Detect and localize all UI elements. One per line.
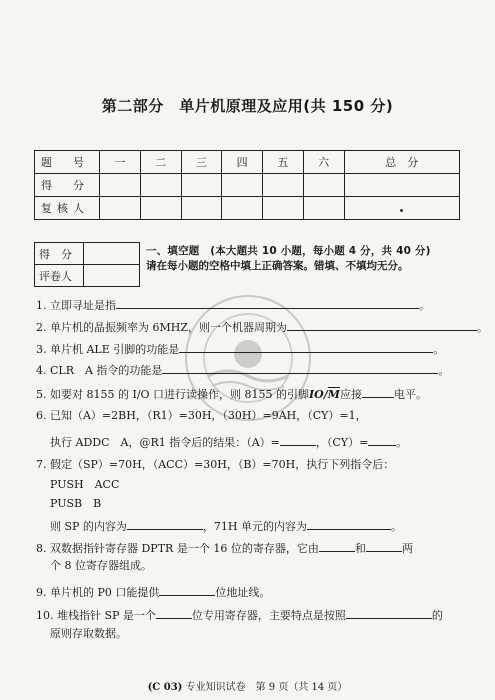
table-cell: 四 (222, 151, 263, 174)
table-cell: 一 (100, 151, 141, 174)
answer-blank[interactable] (346, 606, 432, 619)
score-table (34, 150, 460, 220)
grader-score-input[interactable] (84, 243, 140, 265)
answer-blank[interactable] (116, 296, 419, 309)
question-text: 位地址线。 (215, 586, 271, 599)
grader-reviewer-label: 评卷人 (35, 265, 84, 287)
question-8-line2: 个 8 位寄存器组成。 (50, 559, 152, 572)
question-6-line2 (50, 433, 407, 450)
question-text: 执行 ADDC A，@R1 指令后的结果：（A）= (50, 436, 280, 449)
table-cell: 得 分 (35, 174, 100, 197)
question-text: 4. CLR A 指令的功能是 (36, 364, 163, 377)
answer-blank[interactable] (280, 433, 316, 446)
page-title: 第二部分 单片机原理及应用(共 150 分) (101, 97, 394, 115)
question-4 (36, 361, 449, 378)
score-input-cell[interactable] (303, 174, 344, 197)
answer-blank[interactable] (162, 361, 438, 374)
score-input-cell[interactable] (140, 174, 181, 197)
question-text: 9. 单片机的 P0 口能提供 (36, 586, 160, 599)
table-cell: 三 (181, 151, 222, 174)
answer-blank[interactable] (287, 318, 477, 331)
reviewer-input-cell[interactable] (344, 197, 460, 220)
question-7-code-2: PUSB B (50, 497, 102, 510)
question-text: 2. 单片机的晶振频率为 6MHZ，则一个机器周期为 (36, 321, 287, 334)
score-input-cell[interactable] (100, 174, 141, 197)
section-title: 一、填空题 (本大题共 10 小题，每小题 4 分，共 40 分) (146, 245, 431, 257)
score-table-row-header (35, 151, 460, 174)
question-7 (36, 458, 394, 472)
question-10 (36, 606, 443, 623)
reviewer-input-cell[interactable] (263, 197, 304, 220)
question-text: 。 (477, 321, 488, 334)
question-text: 5. 如要对 8155 的 I/O 口进行读操作，则 8155 的引脚 (36, 388, 310, 401)
question-8 (36, 539, 413, 556)
answer-blank[interactable] (307, 517, 391, 530)
question-text: 3. 单片机 ALE 引脚的功能是 (36, 343, 180, 356)
grader-score-label: 得 分 (35, 243, 84, 265)
score-input-cell[interactable] (222, 174, 263, 197)
score-table-row-score (35, 174, 460, 197)
score-input-cell[interactable] (181, 174, 222, 197)
table-cell: 二 (140, 151, 181, 174)
question-text: 。 (396, 436, 408, 449)
pin-label (309, 388, 340, 401)
pin-io: IO/ (309, 388, 328, 401)
section-instruction: 请在每小题的空格中填上正确答案。错填、不填均无分。 (146, 260, 409, 272)
reviewer-input-cell[interactable] (222, 197, 263, 220)
table-cell: 六 (303, 151, 344, 174)
reviewer-input-cell[interactable] (181, 197, 222, 220)
score-input-cell[interactable] (263, 174, 304, 197)
question-1 (36, 296, 430, 313)
question-7-code-1: PUSH ACC (50, 478, 120, 491)
question-text: 1. 立即寻址是指 (36, 299, 116, 312)
table-cell: 五 (263, 151, 304, 174)
footer-code: (C 03) (147, 682, 183, 693)
grader-reviewer-input[interactable] (84, 265, 140, 287)
question-text: 和 (354, 542, 366, 555)
answer-blank[interactable] (362, 385, 394, 398)
question-text: 6. 已知（A）=2BH，（R1）=30H，（30H）=9AH，（CY）=1， (36, 409, 367, 422)
reviewer-input-cell[interactable] (100, 197, 141, 220)
pin-m: $\overline{M}$ (327, 388, 340, 401)
question-text: 。 (433, 343, 445, 356)
section-heading (146, 244, 466, 274)
question-9 (36, 583, 270, 600)
answer-blank[interactable] (366, 539, 402, 552)
reviewer-input-cell[interactable] (140, 197, 181, 220)
question-text: 则 SP 的内容为 (50, 520, 127, 533)
question-2 (36, 318, 488, 335)
page-footer (0, 678, 495, 693)
dot-mark (400, 209, 403, 212)
question-3 (36, 340, 444, 357)
footer-text: 专业知识试卷 第 9 页（共 14 页） (185, 682, 348, 693)
answer-blank[interactable] (127, 517, 203, 530)
question-text: ，（CY）= (315, 436, 369, 449)
answer-blank[interactable] (159, 583, 215, 596)
question-text: 。 (419, 299, 430, 312)
answer-blank[interactable] (319, 539, 355, 552)
question-text: 。 (438, 364, 450, 377)
question-text: ，71H 单元的内容为 (202, 520, 308, 533)
question-text: 。 (391, 520, 403, 533)
question-text: 电平。 (393, 388, 427, 401)
question-text: 两 (401, 542, 413, 555)
question-text: 位专用寄存器，主要特点是按照 (191, 609, 346, 622)
question-6 (36, 409, 367, 423)
question-5 (36, 385, 427, 402)
question-text: 7. 假定（SP）=70H，（ACC）=30H，（B）=70H，执行下列指令后： (36, 458, 395, 471)
table-cell: 总 分 (344, 151, 460, 174)
question-text: 10. 堆栈指针 SP 是一个 (36, 609, 156, 622)
table-cell: 题 号 (35, 151, 100, 174)
table-cell: 复核人 (35, 197, 100, 220)
answer-blank[interactable] (368, 433, 396, 446)
reviewer-input-cell[interactable] (303, 197, 344, 220)
grader-box (34, 242, 140, 287)
score-input-cell[interactable] (344, 174, 460, 197)
answer-blank[interactable] (156, 606, 192, 619)
question-text: 的 (431, 609, 443, 622)
question-7-line2 (50, 517, 402, 534)
answer-blank[interactable] (179, 340, 433, 353)
score-table-row-reviewer (35, 197, 460, 220)
question-10-line2: 原则存取数据。 (50, 627, 127, 640)
question-text: 应接 (339, 388, 362, 401)
question-text: 8. 双数据指针寄存器 DPTR 是一个 16 位的寄存器，它由 (36, 542, 319, 555)
